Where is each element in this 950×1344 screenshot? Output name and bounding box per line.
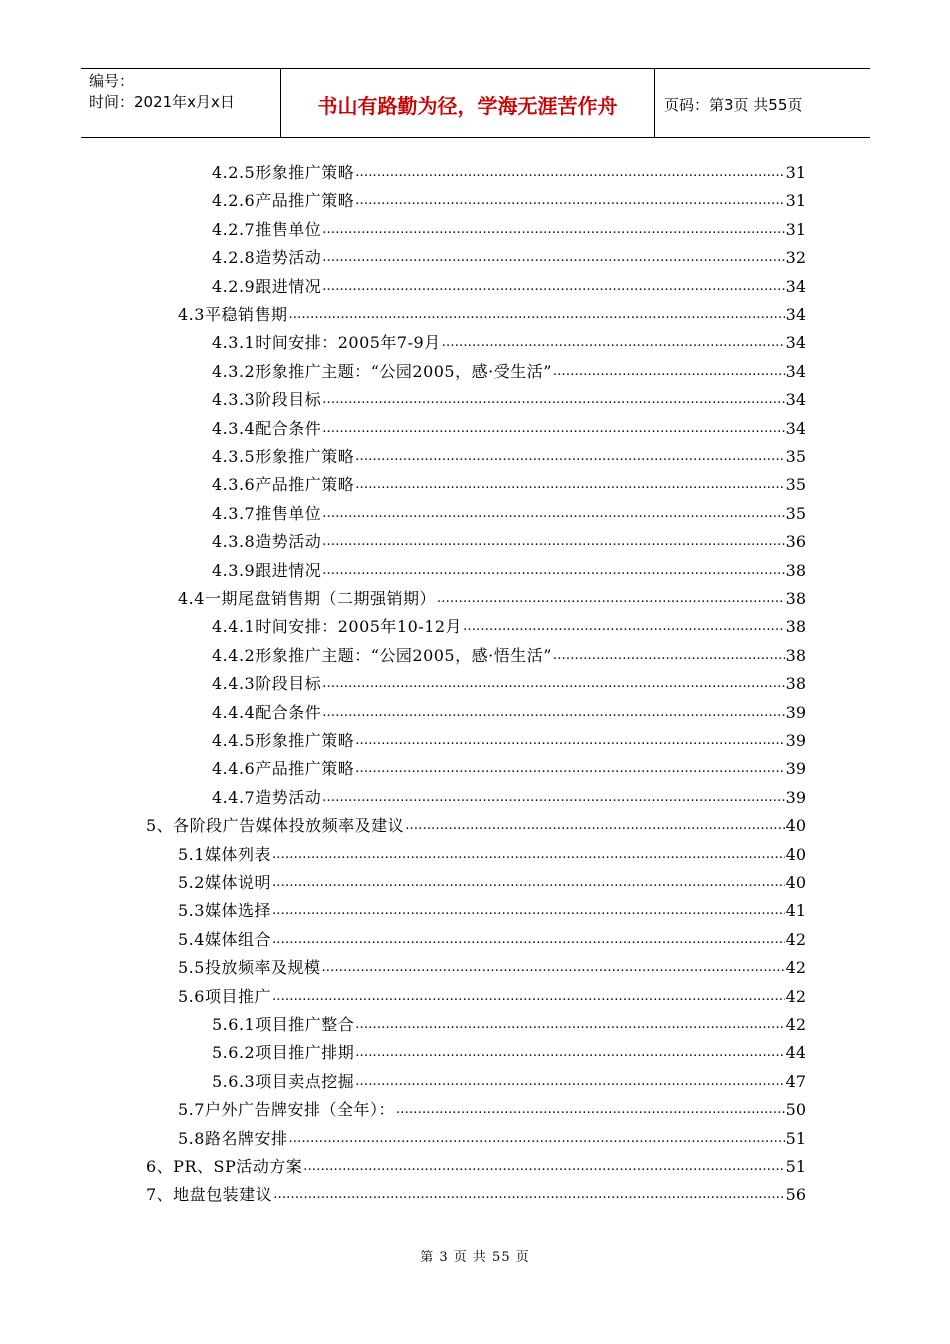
toc-entry[interactable] <box>212 185 806 211</box>
toc-entry-page: 36 <box>785 532 806 552</box>
toc-leader-dots <box>355 189 784 211</box>
toc-entry-page: 51 <box>785 1157 806 1176</box>
toc-entry[interactable] <box>178 839 806 865</box>
toc-entry[interactable] <box>146 810 806 836</box>
toc-entry-page: 34 <box>785 390 806 410</box>
toc-entry[interactable] <box>212 611 806 637</box>
toc-entry-title: 4.3.8造势活动 <box>212 532 322 552</box>
toc-entry-title: 4.3.6产品推广策略 <box>212 475 355 495</box>
toc-entry[interactable] <box>212 697 806 723</box>
toc-entry-page: 35 <box>785 475 806 495</box>
toc-entry[interactable] <box>212 327 806 353</box>
toc-entry-title: 5.2媒体说明 <box>178 873 271 892</box>
toc-entry-title: 5.1媒体列表 <box>178 844 271 864</box>
toc-entry-title: 4.2.7推售单位 <box>212 219 322 239</box>
toc-entry-title: 4.4.2形象推广主题：“公园2005，感·悟生活” <box>212 645 552 665</box>
toc-entry-page: 34 <box>785 361 806 381</box>
toc-entry[interactable] <box>178 299 806 325</box>
toc-entry[interactable] <box>212 498 806 524</box>
toc-entry[interactable] <box>212 555 806 581</box>
toc-leader-dots <box>355 729 784 751</box>
toc-entry[interactable] <box>212 413 806 439</box>
toc-entry[interactable] <box>212 469 806 495</box>
toc-entry-page: 34 <box>785 333 806 353</box>
toc-entry-page: 31 <box>785 219 806 239</box>
toc-entry-page: 56 <box>785 1185 806 1205</box>
header-motto <box>281 69 655 137</box>
toc-entry-page: 39 <box>785 759 806 779</box>
toc-entry-title: 5.7户外广告牌安排（全年）： <box>178 1100 395 1120</box>
toc-entry[interactable] <box>178 952 806 978</box>
toc-leader-dots <box>288 303 784 325</box>
toc-entry-page: 40 <box>785 844 806 864</box>
toc-entry[interactable] <box>212 526 806 552</box>
toc-entry[interactable] <box>178 583 806 609</box>
toc-entry[interactable] <box>212 668 806 694</box>
page-info-text: 页码：第3页 共55页 <box>664 95 803 114</box>
toc-entry-title: 4.2.9跟进情况 <box>212 276 322 296</box>
toc-entry-title: 4.3.4配合条件 <box>212 418 322 438</box>
toc-entry-title: 4.3.1时间安排：2005年7-9月 <box>212 333 441 353</box>
toc-leader-dots <box>442 331 785 353</box>
toc-leader-dots <box>322 559 784 581</box>
toc-entry-title: 5.6.1项目推广整合 <box>212 1015 355 1034</box>
toc-entry-title: 4.4.5形象推广策略 <box>212 731 355 750</box>
toc-entry-title: 4.4.4配合条件 <box>212 702 322 722</box>
toc-entry-page: 39 <box>785 702 806 722</box>
toc-entry[interactable] <box>212 157 806 183</box>
toc-entry[interactable] <box>212 214 806 240</box>
toc-leader-dots <box>303 1155 784 1177</box>
toc-entry-page: 42 <box>785 929 806 949</box>
toc-leader-dots <box>272 928 785 950</box>
code-label: 编号： <box>89 72 135 90</box>
toc-entry-title: 6、PR、SP活动方案 <box>146 1157 303 1176</box>
toc-entry-title: 5.4媒体组合 <box>178 929 271 949</box>
toc-entry-page: 40 <box>785 816 806 836</box>
toc-entry-title: 4.3.9跟进情况 <box>212 560 322 580</box>
toc-leader-dots <box>355 1041 784 1063</box>
toc-entry[interactable] <box>146 1151 806 1177</box>
toc-entry[interactable] <box>178 1123 806 1149</box>
toc-entry-title: 4.2.5形象推广策略 <box>212 163 355 182</box>
toc-leader-dots <box>322 275 784 297</box>
toc-leader-dots <box>322 701 784 723</box>
toc-entry[interactable] <box>146 1179 806 1205</box>
toc-entry-page: 42 <box>785 958 806 978</box>
time-label: 时间：2021年x月x日 <box>89 93 235 111</box>
toc-leader-dots <box>355 445 784 467</box>
toc-entry-page: 31 <box>785 191 806 211</box>
toc-leader-dots <box>322 417 784 439</box>
toc-leader-dots <box>553 644 785 666</box>
toc-entry-title: 4.2.6产品推广策略 <box>212 191 355 211</box>
toc-entry[interactable] <box>212 640 806 666</box>
toc-entry[interactable] <box>212 782 806 808</box>
toc-entry-page: 41 <box>785 901 806 921</box>
toc-entry-title: 4.4.7造势活动 <box>212 787 322 807</box>
toc-leader-dots <box>322 786 784 808</box>
toc-entry-page: 51 <box>785 1128 806 1148</box>
toc-leader-dots <box>288 1127 784 1149</box>
toc-entry-page: 34 <box>785 276 806 296</box>
toc-entry-page: 50 <box>785 1100 806 1120</box>
toc-entry-title: 4.3.5形象推广策略 <box>212 447 355 466</box>
footer-page-number: 第 3 页 共 55 页 <box>420 1250 530 1265</box>
header-meta <box>81 69 281 137</box>
toc-entry-title: 5.8路名牌安排 <box>178 1128 288 1148</box>
toc-entry-page: 31 <box>785 163 806 182</box>
toc-leader-dots <box>396 1098 785 1120</box>
toc-leader-dots <box>355 161 784 183</box>
toc-entry[interactable] <box>212 242 806 268</box>
toc-entry-title: 5.6项目推广 <box>178 986 271 1006</box>
toc-entry-title: 5.6.3项目卖点挖掘 <box>212 1071 355 1091</box>
toc-entry[interactable] <box>212 1037 806 1063</box>
toc-entry-page: 38 <box>785 645 806 665</box>
toc-leader-dots <box>355 757 784 779</box>
toc-entry-title: 5.3媒体选择 <box>178 901 271 921</box>
toc-entry-page: 39 <box>785 731 806 750</box>
toc-entry-page: 38 <box>785 560 806 580</box>
toc-leader-dots <box>355 1070 784 1092</box>
toc-entry[interactable] <box>212 356 806 382</box>
toc-entry[interactable] <box>212 753 806 779</box>
toc-entry[interactable] <box>212 725 806 751</box>
toc-entry-page: 40 <box>785 873 806 892</box>
toc-entry[interactable] <box>212 384 806 410</box>
toc-entry-page: 44 <box>785 1043 806 1063</box>
toc-leader-dots <box>272 899 785 921</box>
toc-leader-dots <box>272 871 785 893</box>
toc-entry-title: 4.4.3阶段目标 <box>212 674 322 694</box>
toc-entry-page: 34 <box>785 418 806 438</box>
page-footer <box>0 1246 950 1265</box>
toc-entry-title: 5、各阶段广告媒体投放频率及建议 <box>146 816 405 836</box>
toc-entry[interactable] <box>212 271 806 297</box>
toc-entry[interactable] <box>212 1009 806 1035</box>
toc-entry-title: 5.6.2项目推广排期 <box>212 1043 355 1063</box>
toc-entry-title: 4.3平稳销售期 <box>178 305 288 324</box>
toc-entry-title: 5.5投放频率及规模 <box>178 958 321 978</box>
toc-entry[interactable] <box>212 1066 806 1092</box>
page-header <box>81 68 870 138</box>
toc-entry-title: 4.2.8造势活动 <box>212 248 322 268</box>
toc-entry[interactable] <box>178 867 806 893</box>
toc-leader-dots <box>437 587 785 609</box>
toc-leader-dots <box>321 956 784 978</box>
toc-entry[interactable] <box>212 441 806 467</box>
toc-leader-dots <box>322 530 784 552</box>
toc-entry-title: 4.3.3阶段目标 <box>212 390 322 410</box>
toc-entry-page: 34 <box>785 305 806 324</box>
toc-entry-page: 35 <box>785 447 806 466</box>
toc-entry-page: 38 <box>785 617 806 637</box>
toc-entry-page: 32 <box>785 248 806 268</box>
toc-leader-dots <box>322 246 784 268</box>
toc-entry-page: 39 <box>785 787 806 807</box>
toc-leader-dots <box>322 502 784 524</box>
toc-entry-page: 42 <box>785 986 806 1006</box>
toc-entry-title: 4.4.6产品推广策略 <box>212 759 355 779</box>
toc-leader-dots <box>272 843 785 865</box>
header-page-info <box>655 69 870 137</box>
toc-entry-title: 4.4.1时间安排：2005年10-12月 <box>212 617 463 637</box>
motto-text: 书山有路勤为径，学海无涯苦作舟 <box>317 93 618 118</box>
toc-entry[interactable] <box>178 981 806 1007</box>
toc-leader-dots <box>355 473 784 495</box>
toc-leader-dots <box>553 360 785 382</box>
toc-entry-title: 7、地盘包装建议 <box>146 1185 273 1205</box>
toc-entry-title: 4.3.2形象推广主题：“公园2005，感·受生活” <box>212 361 552 381</box>
toc-leader-dots <box>322 218 784 240</box>
toc-entry-page: 47 <box>785 1071 806 1091</box>
toc-leader-dots <box>405 814 784 836</box>
toc-leader-dots <box>273 1183 784 1205</box>
toc-entry-page: 38 <box>785 674 806 694</box>
toc-entry-page: 35 <box>785 503 806 523</box>
toc-entry[interactable] <box>178 924 806 950</box>
toc-entry-page: 38 <box>785 589 806 608</box>
toc-entry[interactable] <box>178 895 806 921</box>
toc-entry-title: 4.3.7推售单位 <box>212 503 322 523</box>
toc-entry-page: 42 <box>785 1015 806 1034</box>
toc-leader-dots <box>272 985 785 1007</box>
toc-leader-dots <box>355 1013 784 1035</box>
toc-entry-title: 4.4一期尾盘销售期（二期强销期） <box>178 589 436 608</box>
toc-entry[interactable] <box>178 1094 806 1120</box>
toc-leader-dots <box>322 672 784 694</box>
toc-leader-dots <box>322 388 784 410</box>
toc-leader-dots <box>463 615 785 637</box>
